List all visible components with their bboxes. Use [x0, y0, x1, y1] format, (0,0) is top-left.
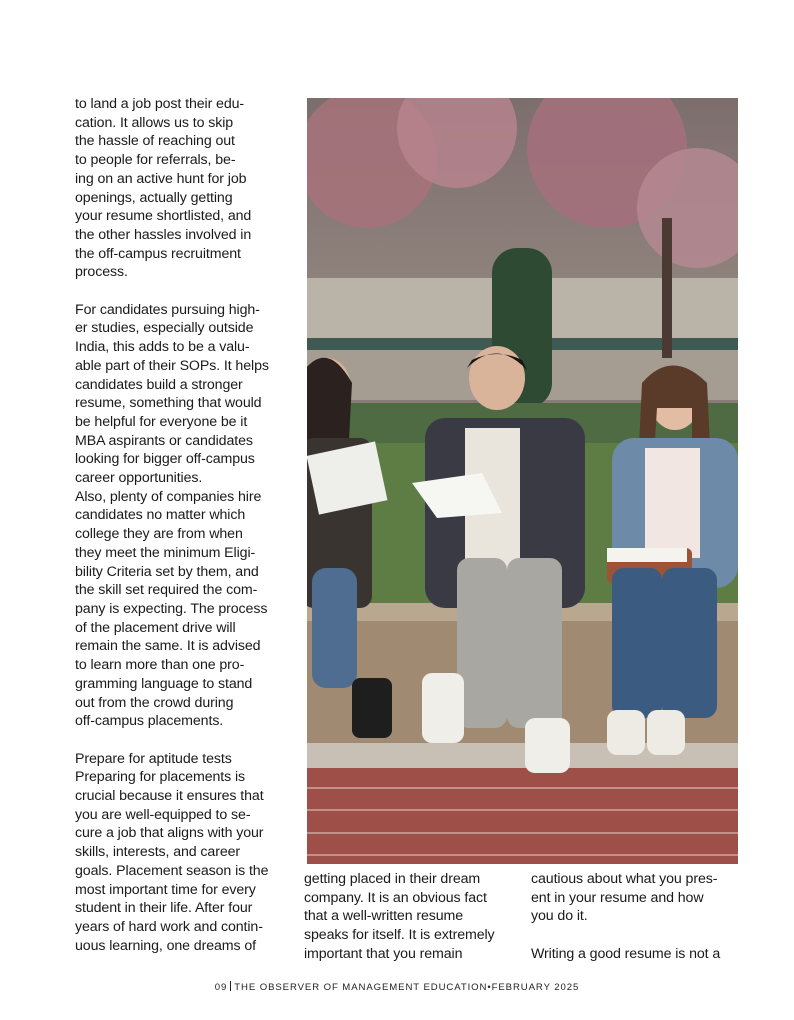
- article-column-middle: getting placed in their dream company. It is an obvious fact that a well-written resume speaks for itself. It is extremely important that you remain: [304, 871, 495, 962]
- students-photo: [307, 98, 738, 864]
- issue-date: FEBRUARY 2025: [491, 982, 580, 993]
- article-column-left: to land a job post their edu- cation. It allows us to skip the hassle of reaching out to people for referrals, be- ing on an active hunt for job openings, actually getting your resume shortlisted, and the other hassles involved in the off-campus recruitment process. For candidates pursuing high- er studies, especially outside India, this adds to be a valu- able part of their SOPs. It helps candidates build a stronger resume, something that would be helpful for everyone be it MBA aspirants or candidates looking for bigger off-campus career opportunities. Also, plenty of companies hire candidates no matter which college they are from when they meet the minimum Eligi- bility Criteria set by them, and the skill set required the com- pany is expecting. The process of the placement drive will remain the same. It is advised to learn more than one pro- gramming language to stand out from the crowd during off-campus placements. Prepare for aptitude tests Preparing for placements is crucial because it ensures that you are well-equipped to se- cure a job that aligns with your skills, interests, and career goals. Placement season is the most important time for every student in their life. After four years of hard work and contin- uous learning, one dreams of: [75, 96, 269, 954]
- article-column-right: cautious about what you pres- ent in your resume and how you do it. Writing a good resume is not a: [531, 871, 721, 962]
- page-number: 09: [214, 982, 228, 993]
- footer-divider: [230, 981, 231, 991]
- footer-bullet: •: [487, 982, 492, 993]
- publication-name: THE OBSERVER OF MANAGEMENT EDUCATION: [234, 982, 488, 993]
- page-footer: [0, 981, 794, 993]
